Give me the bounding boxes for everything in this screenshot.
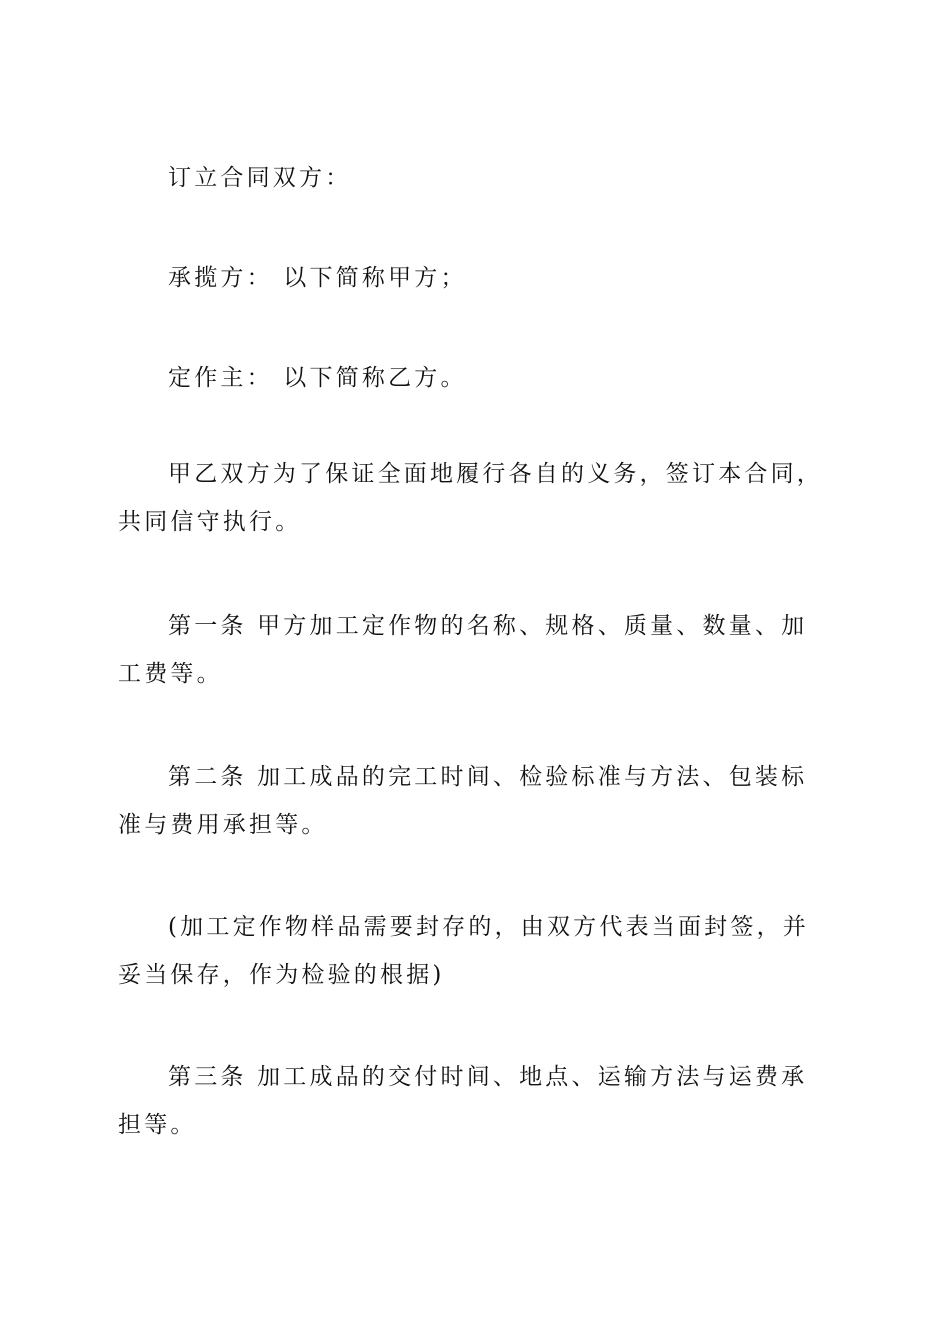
- paragraph-sample-note: (加工定作物样品需要封存的，由双方代表当面封签，并妥当保存，作为检验的根据): [118, 914, 809, 988]
- paragraph-article-3: 第三条 加工成品的交付时间、地点、运输方法与运费承担等。: [118, 1064, 808, 1138]
- paragraph-purpose: 甲乙双方为了保证全面地履行各自的义务，签订本合同，共同信守执行。: [118, 461, 823, 535]
- paragraph-article-2: 第二条 加工成品的完工时间、检验标准与方法、包装标准与费用承担等。: [118, 764, 808, 838]
- paragraph-contract-parties: 订立合同双方：: [168, 165, 352, 191]
- paragraph-orderer: 定作主： 以下简称乙方。: [168, 365, 467, 391]
- paragraph-contractor: 承揽方： 以下简称甲方；: [168, 265, 467, 291]
- paragraph-article-1: 第一条 甲方加工定作物的名称、规格、质量、数量、加工费等。: [118, 613, 808, 687]
